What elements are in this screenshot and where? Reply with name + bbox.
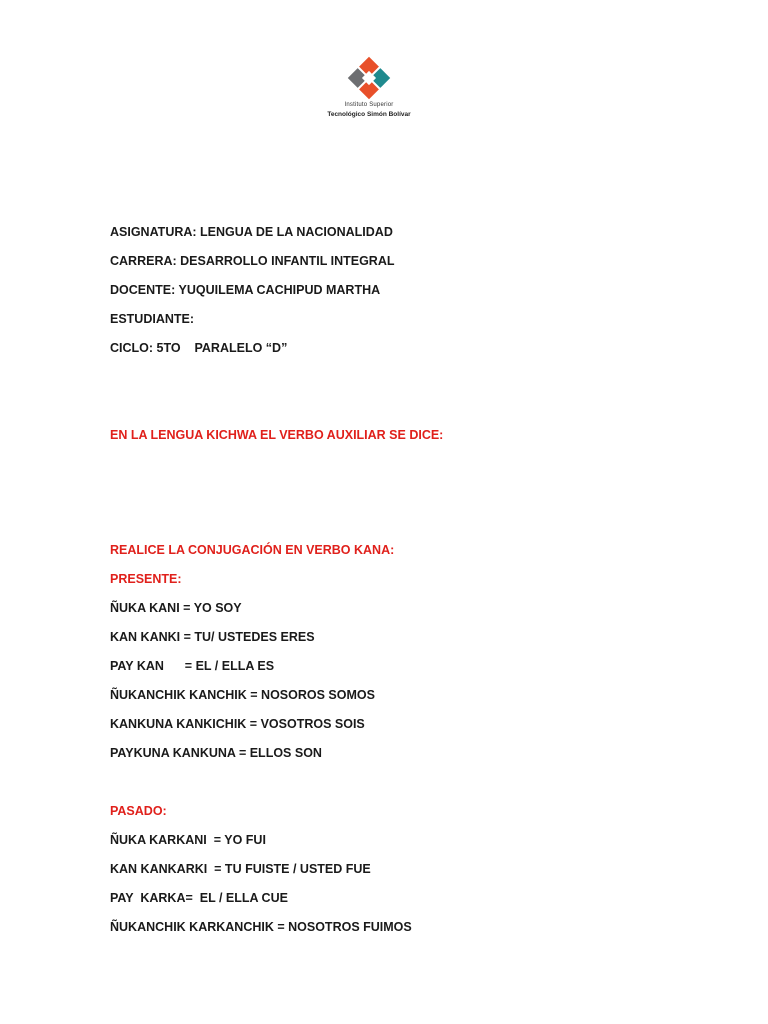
presente-item: ÑUKANCHIK KANCHIK = NOSOROS SOMOS xyxy=(110,688,375,702)
pasado-item: ÑUKANCHIK KARKANCHIK = NOSOTROS FUIMOS xyxy=(110,920,412,934)
institute-logo xyxy=(322,56,416,126)
diamond-logo-icon xyxy=(347,56,391,100)
ciclo-line: CICLO: 5TO PARALELO “D” xyxy=(110,341,288,355)
pasado-item: PAY KARKA= EL / ELLA CUE xyxy=(110,891,288,905)
question-conjugation: REALICE LA CONJUGACIÓN EN VERBO KANA: xyxy=(110,543,395,557)
presente-heading: PRESENTE: xyxy=(110,572,182,586)
presente-item: KAN KANKI = TU/ USTEDES ERES xyxy=(110,630,315,644)
presente-item: ÑUKA KANI = YO SOY xyxy=(110,601,242,615)
pasado-heading: PASADO: xyxy=(110,804,167,818)
presente-item: KANKUNA KANKICHIK = VOSOTROS SOIS xyxy=(110,717,365,731)
presente-item: PAYKUNA KANKUNA = ELLOS SON xyxy=(110,746,322,760)
pasado-item: ÑUKA KARKANI = YO FUI xyxy=(110,833,266,847)
estudiante-line: ESTUDIANTE: xyxy=(110,312,195,326)
question-auxiliary-verb: EN LA LENGUA KICHWA EL VERBO AUXILIAR SE DICE: xyxy=(110,428,444,442)
logo-institute-label: Instituto Superior xyxy=(344,102,394,108)
docente-line: DOCENTE: YUQUILEMA CACHIPUD MARTHA xyxy=(110,283,381,297)
presente-item: PAY KAN = EL / ELLA ES xyxy=(110,659,275,673)
logo-institute-name: Tecnológico Simón Bolívar xyxy=(327,111,411,118)
asignatura-line: ASIGNATURA: LENGUA DE LA NACIONALIDAD xyxy=(110,225,393,239)
pasado-item: KAN KANKARKI = TU FUISTE / USTED FUE xyxy=(110,862,371,876)
carrera-line: CARRERA: DESARROLLO INFANTIL INTEGRAL xyxy=(110,254,395,268)
